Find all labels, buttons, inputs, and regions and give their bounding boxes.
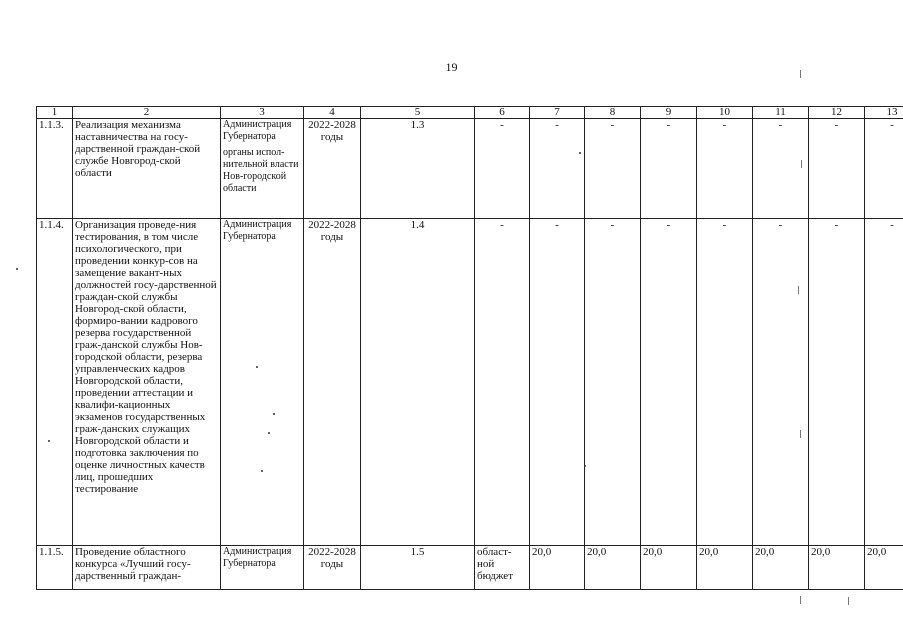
executor: Администрация Губернатора: [223, 119, 292, 142]
scan-mark: [848, 597, 849, 605]
row-executors: [221, 546, 304, 590]
row-code: 1.1.4.: [37, 219, 73, 546]
column-number-row: [37, 107, 903, 119]
row-value: -: [641, 219, 697, 546]
table-row: [37, 219, 903, 546]
row-source: област-ной бюджет: [475, 546, 530, 590]
row-executors: [221, 219, 304, 546]
row-value: -: [809, 219, 865, 546]
row-value: -: [865, 219, 903, 546]
scan-mark: [800, 430, 801, 438]
column-number: 5: [361, 107, 475, 119]
row-value: -: [641, 119, 697, 219]
column-number: 9: [641, 107, 697, 119]
column-number: 8: [585, 107, 641, 119]
row-code: 1.1.5.: [37, 546, 73, 590]
row-value: -: [530, 219, 585, 546]
row-period: 2022-2028 годы: [304, 546, 361, 590]
row-value: -: [585, 219, 641, 546]
executor: Администрация Губернатора: [223, 546, 292, 569]
column-number: 6: [475, 107, 530, 119]
row-value: -: [753, 119, 809, 219]
row-period: 2022-2028 годы: [304, 219, 361, 546]
column-number: 3: [221, 107, 304, 119]
scan-speck: [273, 413, 275, 415]
row-value: 20,0: [753, 546, 809, 590]
row-target: 1.3: [361, 119, 475, 219]
row-value: -: [809, 119, 865, 219]
row-value: -: [865, 119, 903, 219]
row-target: 1.4: [361, 219, 475, 546]
column-number: 10: [697, 107, 753, 119]
row-value: -: [530, 119, 585, 219]
scan-mark: [801, 160, 802, 168]
row-value: -: [697, 119, 753, 219]
row-code: 1.1.3.: [37, 119, 73, 219]
row-title: Реализация механизма наставничества на госу-дарственной граждан-ской службе Новгород-ской области: [73, 119, 221, 219]
row-source: -: [475, 119, 530, 219]
row-target: 1.5: [361, 546, 475, 590]
scan-mark: [798, 286, 799, 294]
column-number: 1: [37, 107, 73, 119]
column-number: 13: [865, 107, 903, 119]
column-number: 12: [809, 107, 865, 119]
row-value: -: [697, 219, 753, 546]
scan-speck: [48, 440, 50, 442]
scan-speck: [579, 152, 581, 154]
row-value: 20,0: [809, 546, 865, 590]
row-executors: [221, 119, 304, 219]
executor: органы испол-нительной власти Нов-городской области: [223, 147, 299, 194]
measures-table: [36, 106, 903, 590]
row-period: 2022-2028 годы: [304, 119, 361, 219]
row-value: 20,0: [697, 546, 753, 590]
row-value: 20,0: [865, 546, 903, 590]
row-title: Организация проведе-ния тестирования, в том числе психологического, при проведении конкур-сов на замещение вакант-ных должностей госу-дарственной граждан-ской службы Новгород-ской области, формиро-вании кадрового резерва государственной граж-данской службы Нов-городской области, резерва управленческих кадров Новгородской области, проведении аттестации и квалифи-кационных экзаменов государственных граж-данских служащих Новгородской области и подготовка заключения по оценке личностных качеств лиц, прошедших тестирование: [73, 219, 221, 546]
table-row: [37, 119, 903, 219]
scan-mark: [800, 70, 801, 78]
row-value: 20,0: [641, 546, 697, 590]
table-row: [37, 546, 903, 590]
scan-speck: [256, 366, 258, 368]
column-number: 11: [753, 107, 809, 119]
scan-speck: [584, 465, 586, 467]
scan-mark: [800, 596, 801, 604]
page-number: 19: [445, 60, 458, 74]
column-number: 7: [530, 107, 585, 119]
column-number: 4: [304, 107, 361, 119]
row-value: 20,0: [530, 546, 585, 590]
row-value: -: [753, 219, 809, 546]
scan-speck: [16, 268, 18, 270]
column-number: 2: [73, 107, 221, 119]
row-source: -: [475, 219, 530, 546]
row-title: Проведение областного конкурса «Лучший госу-дарственный граждан-: [73, 546, 221, 590]
scan-speck: [268, 432, 270, 434]
row-value: -: [585, 119, 641, 219]
scan-speck: [261, 470, 263, 472]
executor: Администрация Губернатора: [223, 219, 292, 242]
row-value: 20,0: [585, 546, 641, 590]
